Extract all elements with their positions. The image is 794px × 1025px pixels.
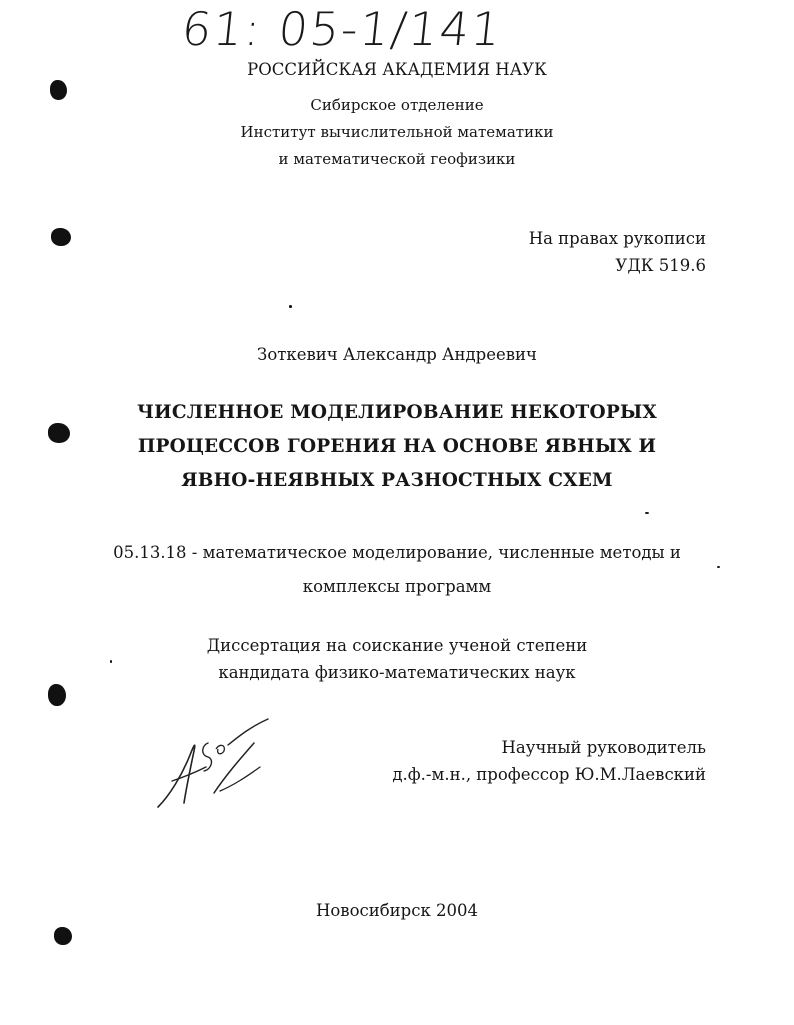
specialty-line2: комплексы программ <box>302 577 492 596</box>
signature-image <box>150 715 280 815</box>
scan-speck-mark <box>645 512 649 514</box>
thesis-title-line1: ЧИСЛЕННОЕ МОДЕЛИРОВАНИЕ НЕКОТОРЫХ <box>137 402 657 423</box>
scan-blot-mark <box>48 423 70 443</box>
academy-name: РОССИЙСКАЯ АКАДЕМИЯ НАУК <box>247 60 547 79</box>
author-name: Зоткевич Александр Андреевич <box>257 345 537 364</box>
institute-name-line2: и математической геофизики <box>278 150 516 168</box>
specialty-line1: 05.13.18 - математическое моделирование, численные методы и <box>113 543 681 562</box>
supervisor-name: д.ф.-м.н., профессор Ю.М.Лаевский <box>392 765 706 784</box>
scan-blot-mark <box>54 927 72 945</box>
branch-name: Сибирское отделение <box>310 96 484 114</box>
city-year: Новосибирск 2004 <box>315 901 479 920</box>
scan-speck-mark <box>110 660 112 663</box>
thesis-title-line2: ПРОЦЕССОВ ГОРЕНИЯ НА ОСНОВЕ ЯВНЫХ И <box>137 436 657 457</box>
scan-blot-mark <box>50 80 67 100</box>
scan-speck-mark <box>289 305 292 308</box>
manuscript-rights: На правах рукописи <box>528 229 706 248</box>
scan-blot-mark <box>48 684 66 706</box>
scan-speck-mark <box>717 566 720 568</box>
degree-line1: Диссертация на соискание ученой степени <box>206 636 588 655</box>
degree-line2: кандидата физико-математических наук <box>218 663 576 682</box>
institute-name-line1: Институт вычислительной математики <box>240 123 554 141</box>
thesis-title-line3: ЯВНО-НЕЯВНЫХ РАЗНОСТНЫХ СХЕМ <box>181 470 613 491</box>
udc-code: УДК 519.6 <box>615 256 706 275</box>
handwritten-archive-code: 61: 05-1/141 <box>179 2 506 56</box>
supervisor-label: Научный руководитель <box>501 738 706 757</box>
scan-blot-mark <box>51 228 71 246</box>
